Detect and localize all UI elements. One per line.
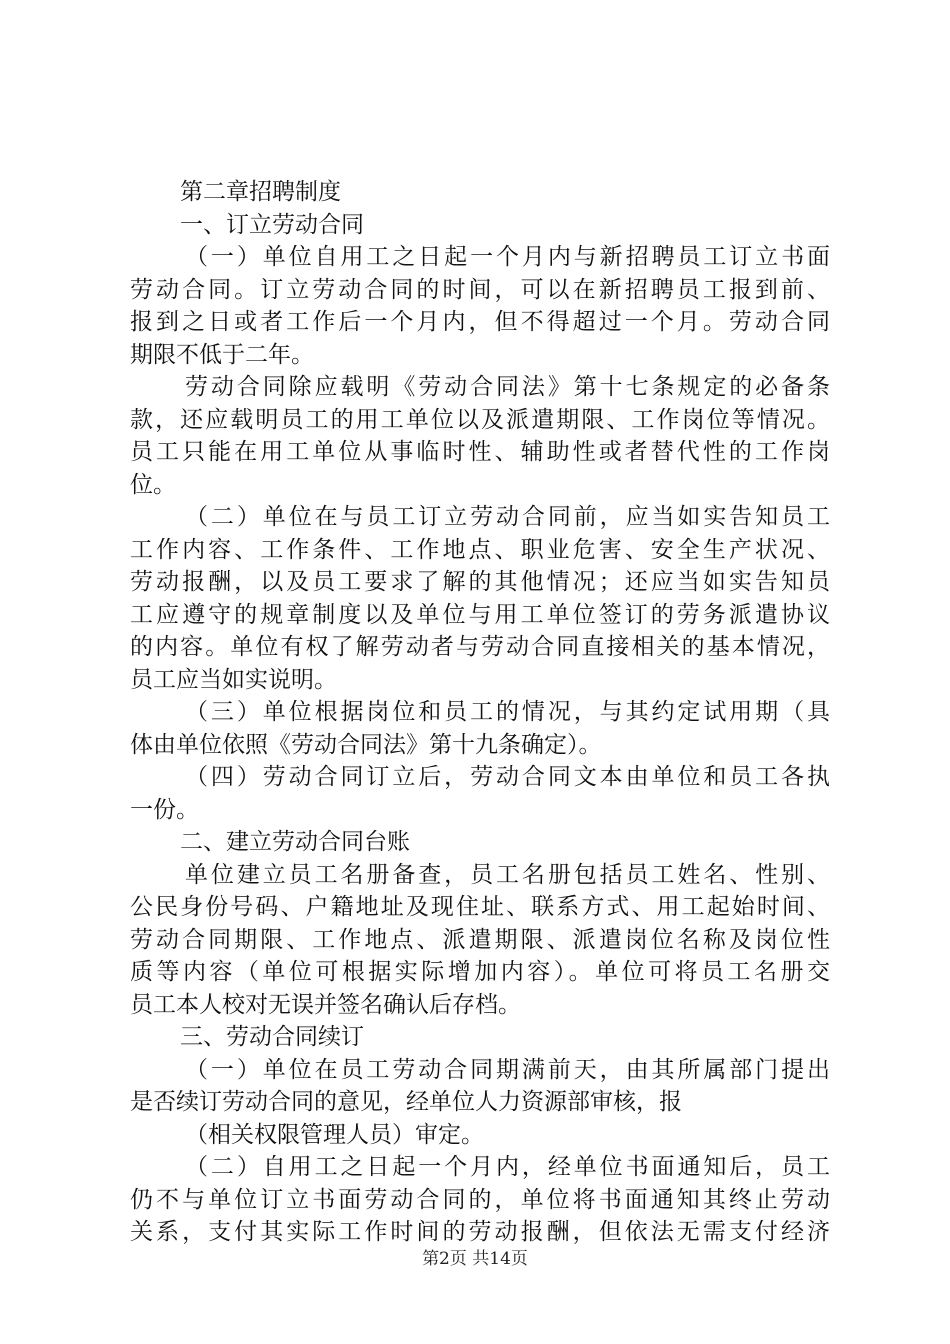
document-line: 工作内容、工作条件、工作地点、职业危害、安全生产状况、 — [130, 536, 830, 563]
document-body — [130, 176, 830, 1249]
document-line: 公民身份号码、户籍地址及现住址、联系方式、用工起始时间、 — [130, 894, 830, 920]
document-line: 一份。 — [130, 796, 199, 823]
document-line: （一）单位在员工劳动合同期满前天，由其所属部门提出 — [185, 1056, 830, 1083]
document-line: 三、劳动合同续订 — [180, 1024, 364, 1050]
document-line: 期限不低于二年。 — [130, 341, 314, 368]
document-line: （一）单位自用工之日起一个月内与新招聘员工订立书面 — [185, 244, 830, 270]
document-line: 报到之日或者工作后一个月内，但不得超过一个月。劳动合同 — [130, 309, 830, 335]
document-line: 单位建立员工名册备查，员工名册包括员工姓名、性别、 — [185, 861, 830, 888]
document-line: 二、建立劳动合同台账 — [180, 829, 410, 855]
document-line: 第二章招聘制度 — [180, 179, 341, 205]
document-line: 劳动合同。订立劳动合同的时间，可以在新招聘员工报到前、 — [130, 276, 830, 303]
page-footer: 第2页 共14页 — [422, 1249, 528, 1269]
document-line: 位。 — [130, 471, 176, 498]
document-line: 员工只能在用工单位从事临时性、辅助性或者替代性的工作岗 — [130, 439, 830, 465]
document-line: 是否续订劳动合同的意见，经单位人力资源部审核，报 — [130, 1089, 682, 1115]
document-line: 关系，支付其实际工作时间的劳动报酬，但依法无需支付经济 — [130, 1219, 830, 1245]
document-line: 劳动报酬，以及员工要求了解的其他情况；还应当如实告知员 — [130, 569, 830, 595]
document-line: （三）单位根据岗位和员工的情况，与其约定试用期（具 — [185, 699, 830, 725]
document-line: 款，还应载明员工的用工单位以及派遣期限、工作岗位等情况。 — [130, 406, 830, 433]
document-line: 劳动合同除应载明《劳动合同法》第十七条规定的必备条 — [185, 374, 830, 400]
document-line: （相关权限管理人员）审定。 — [185, 1121, 484, 1148]
document-line: 一、订立劳动合同 — [180, 211, 364, 238]
document-line: 劳动合同期限、工作地点、派遣期限、派遣岗位名称及岗位性 — [130, 926, 830, 953]
document-line: 体由单位依照《劳动合同法》第十九条确定）。 — [130, 731, 602, 758]
document-line: 质等内容（单位可根据实际增加内容）。单位可将员工名册交 — [130, 959, 830, 985]
document-line: （四）劳动合同订立后，劳动合同文本由单位和员工各执 — [185, 764, 830, 790]
document-line: 工应遵守的规章制度以及单位与用工单位签订的劳务派遣协议 — [130, 601, 830, 628]
document-line: 员工应当如实说明。 — [130, 666, 337, 693]
document-line: 的内容。单位有权了解劳动者与劳动合同直接相关的基本情况， — [130, 634, 830, 660]
document-line: 仍不与单位订立书面劳动合同的，单位将书面通知其终止劳动 — [130, 1186, 830, 1213]
document-line: （二）单位在与员工订立劳动合同前，应当如实告知员工 — [185, 504, 830, 530]
document-line: 员工本人校对无误并签名确认后存档。 — [130, 991, 521, 1018]
document-line: （二）自用工之日起一个月内，经单位书面通知后，员工 — [185, 1154, 830, 1180]
